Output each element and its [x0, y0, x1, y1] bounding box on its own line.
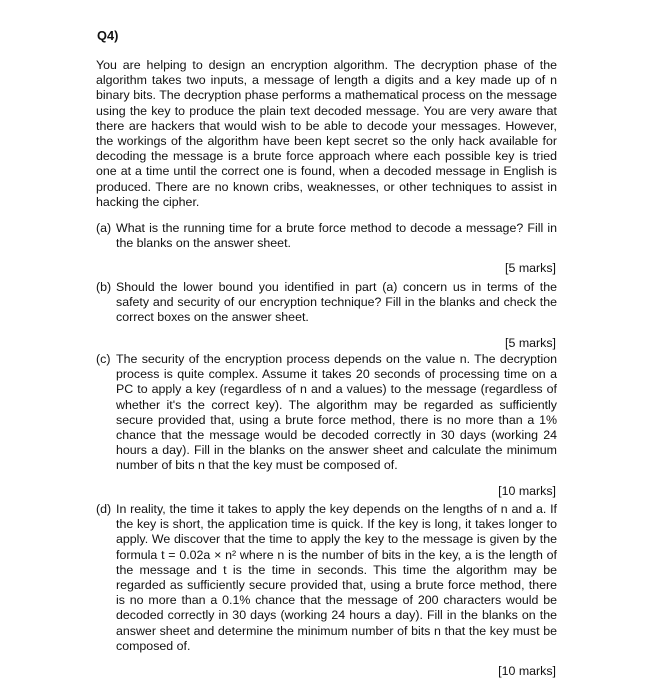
- question-label: Q4): [97, 28, 119, 43]
- part-b-marks: [5 marks]: [505, 335, 556, 350]
- part-c-label: (c): [96, 352, 111, 366]
- part-c: [96, 352, 557, 499]
- part-d: [96, 502, 557, 679]
- part-d-label: (d): [96, 502, 112, 516]
- part-a: [96, 221, 557, 277]
- question-intro: You are helping to design an encryption algorithm. The decryption phase of the algorithm takes two inputs, a message of length a digits and a key made up of n binary bits. The decryption phase performs a mathematical process on the message using the key to produce the plain text decoded message. You are very aware that there are hackers that would wish to be able to decode your messages. However, the workings of the algorithm have been kept secret so the only hack available for decoding the message is a brute force approach where each possible key is tried one at a time until the correct one is found, when a decoded message in English is produced. There are no known cribs, weaknesses, or other techniques to assist in hacking the cipher.: [96, 58, 557, 209]
- part-c-marks: [10 marks]: [498, 483, 556, 498]
- part-a-label: (a): [96, 221, 112, 235]
- part-b: [96, 280, 557, 351]
- part-b-text: Should the lower bound you identified in part (a) concern us in terms of the safety and security of our encryption technique? Fill in the blanks and check the correct boxes on the answer sheet.: [116, 280, 557, 325]
- part-d-marks: [10 marks]: [498, 664, 556, 679]
- part-c-text: The security of the encryption process depends on the value n. The decryption process is quite complex. Assume it takes 20 seconds of processing time on a PC to apply a key (regardless of n and a values) to the message (regardless of whether it's the correct key). The algorithm may be regarded as sufficiently secure provided that, using a brute force method, there is no more than a 1% chance that the message would be decoded correctly in 30 days (working 24 hours a day). Fill in the blanks on the answer sheet and calculate the minimum number of bits n that the key must be composed of.: [116, 352, 557, 473]
- part-d-text: In reality, the time it takes to apply the key depends on the lengths of n and a. If the key is short, the application time is quick. If the key is long, it takes longer to apply. We discover that the time to apply the key to the message is given by the formula t = 0.02a × n² where n is the number of bits in the key, a is the length of the message and t is the time in seconds. This time the algorithm may be regarded as sufficiently secure provided that, using a brute force method, there is no more than a 0.1% chance that the message of 200 characters would be decoded correctly in 30 days (working 24 hours a day). Fill in the blanks on the answer sheet and determine the minimum number of bits n that the key must be composed of.: [116, 502, 557, 653]
- part-a-text: What is the running time for a brute force method to decode a message? Fill in the blanks on the answer sheet.: [116, 221, 557, 251]
- part-b-label: (b): [96, 280, 112, 294]
- part-a-marks: [5 marks]: [505, 261, 556, 276]
